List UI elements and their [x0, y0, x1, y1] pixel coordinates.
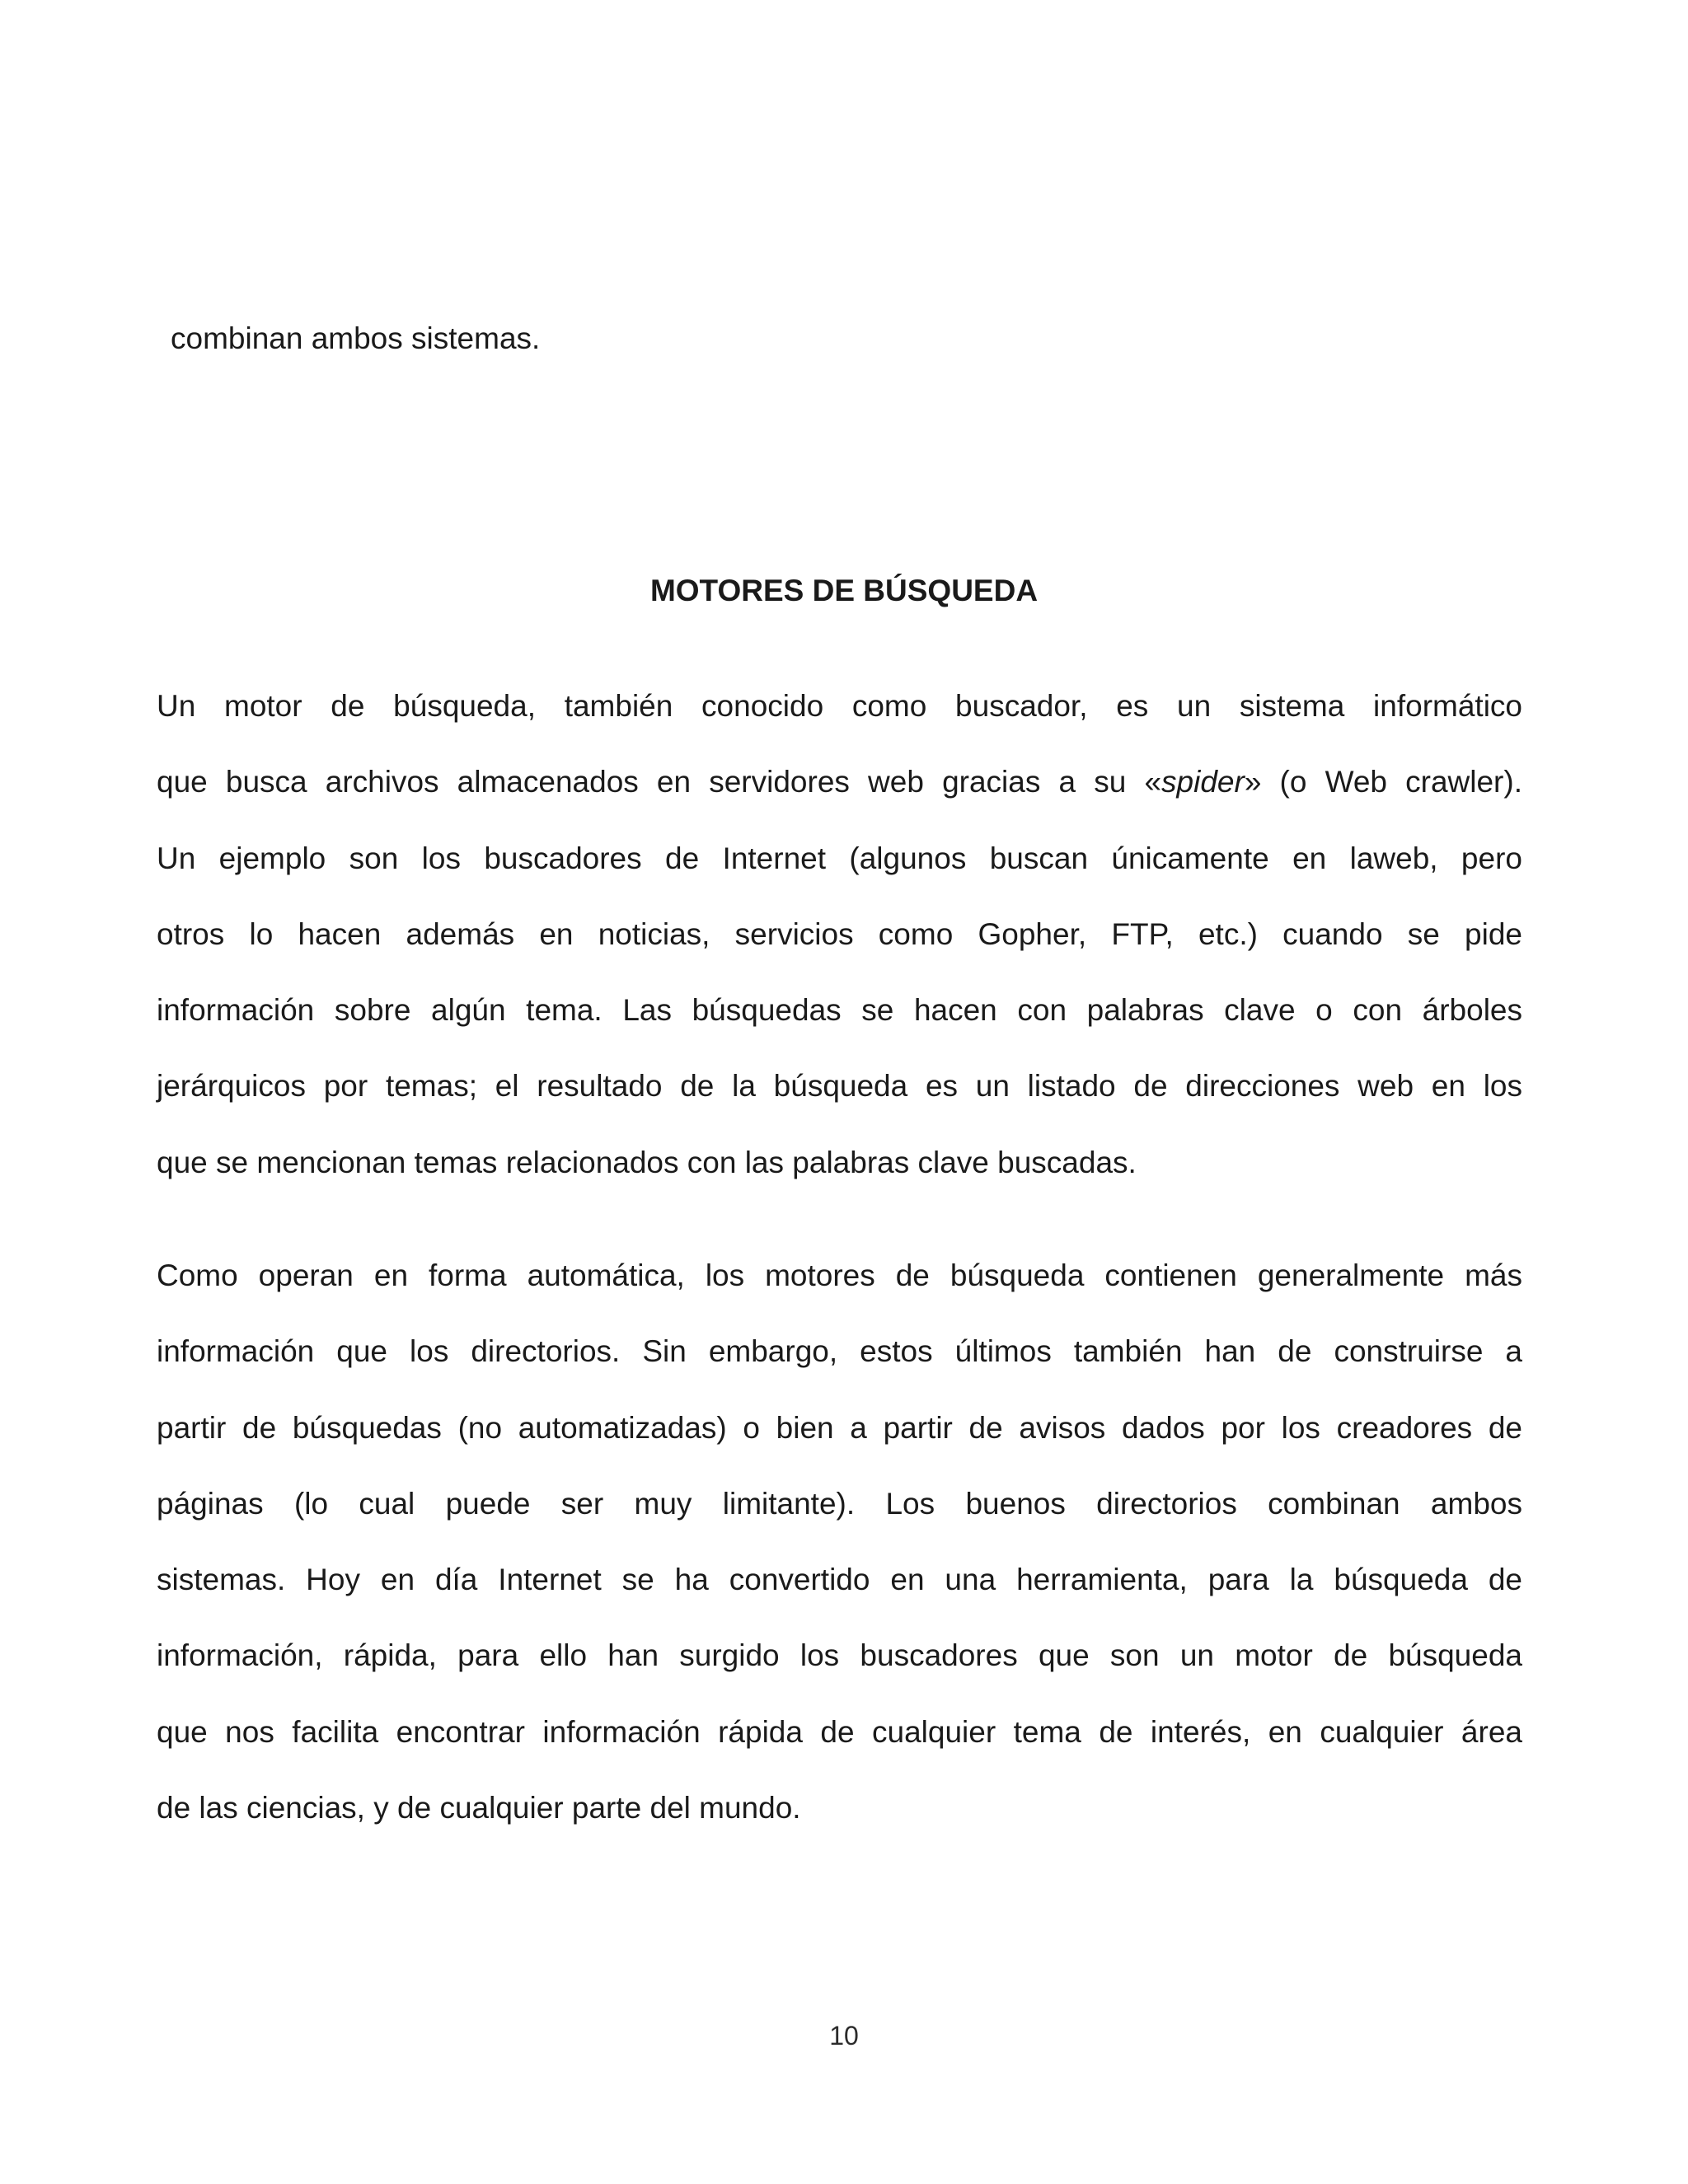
- carry-over-text: combinan ambos sistemas.: [171, 321, 541, 355]
- paragraph-line: jerárquicos por temas; el resultado de la búsqueda es un listado de direcciones web en los: [157, 1069, 1522, 1104]
- paragraph-line: sistemas. Hoy en día Internet se ha convertido en una herramienta, para la búsqueda de: [157, 1563, 1522, 1597]
- paragraph-line: que nos facilita encontrar información rápida de cualquier tema de interés, en cualquier área: [157, 1714, 1522, 1749]
- italic-term: spider: [1161, 765, 1245, 799]
- paragraph-line: Como operan en forma automática, los motores de búsqueda contienen generalmente más: [157, 1258, 1522, 1292]
- paragraph-line: partir de búsquedas (no automatizadas) o bien a partir de avisos dados por los creadores de: [157, 1410, 1522, 1445]
- paragraph-line: otros lo hacen además en noticias, servicios como Gopher, FTP, etc.) cuando se pide: [157, 916, 1522, 951]
- paragraph-line: información sobre algún tema. Las búsquedas se hacen con palabras clave o con árboles: [157, 993, 1522, 1028]
- paragraph-search-engine-definition: [157, 682, 1522, 1215]
- section-heading: MOTORES DE BÚSQUEDA: [649, 574, 1039, 607]
- paragraph-line: información, rápida, para ello han surgido los buscadores que son un motor de búsqueda: [157, 1638, 1522, 1673]
- paragraph-line: Un ejemplo son los buscadores de Internet (algunos buscan únicamente en laweb, pero: [157, 841, 1522, 875]
- paragraph-line: Un motor de búsqueda, también conocido como buscador, es un sistema informático: [157, 689, 1522, 723]
- paragraph-line: que se mencionan temas relacionados con las palabras clave buscadas.: [157, 1145, 1137, 1179]
- paragraph-automatic-operation: [157, 1252, 1522, 1860]
- paragraph-line: páginas (lo cual puede ser muy limitante). Los buenos directorios combinan ambos: [157, 1486, 1522, 1521]
- line-text-tail: » (o Web crawler).: [1244, 765, 1522, 799]
- page-number: 10: [829, 2021, 859, 2050]
- paragraph-line: información que los directorios. Sin embargo, estos últimos también han de construirse a: [157, 1334, 1522, 1369]
- paragraph-line: [157, 758, 1522, 834]
- line-text: que busca archivos almacenados en servidores web gracias a su «: [157, 765, 1162, 799]
- paragraph-line: de las ciencias, y de cualquier parte del mundo.: [157, 1791, 801, 1825]
